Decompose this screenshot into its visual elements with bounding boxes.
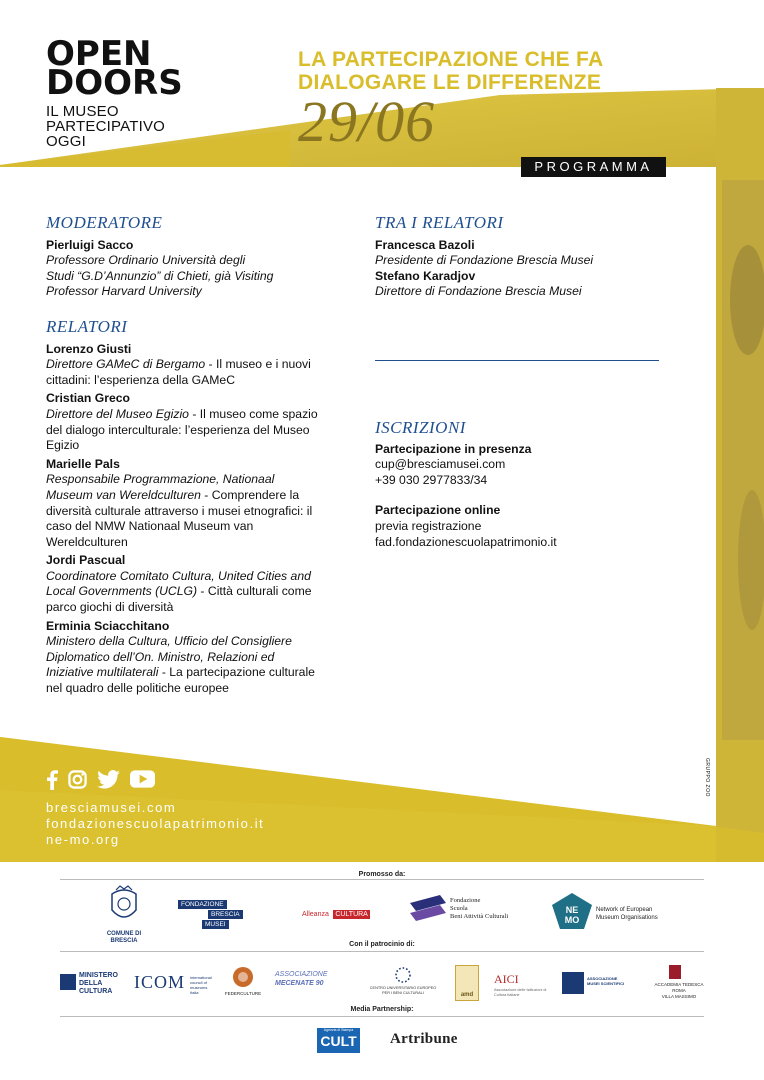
- web-links: [46, 800, 264, 848]
- mecenate-line-1: ASSOCIAZIONE: [275, 971, 328, 978]
- link-bresciamusei[interactable]: bresciamusei.com: [46, 800, 177, 815]
- phone-number[interactable]: +39 030 2977833/34: [375, 472, 488, 487]
- scuola-line-2: Scuola: [450, 905, 468, 912]
- fbm-logo: [178, 900, 260, 930]
- divider: [375, 360, 659, 361]
- relatori-list: [46, 342, 321, 697]
- headline-line-1: LA PARTECIPAZIONE CHE FA: [298, 48, 604, 71]
- email-link[interactable]: cup@bresciamusei.com: [375, 457, 506, 472]
- right-column: [375, 215, 675, 300]
- left-column: [46, 215, 321, 700]
- ams-label: ASSOCIAZIONE MUSEI SCIENTIFICI: [587, 976, 625, 986]
- iscrizioni-title: ISCRIZIONI: [375, 418, 466, 437]
- eu-stars-icon: [394, 966, 412, 984]
- icom-sub: international council of museums Italia: [190, 975, 212, 995]
- mic-line-1: MINISTERO: [79, 972, 118, 979]
- comune-crest-icon: [104, 884, 144, 926]
- comune-brescia-logo: [104, 884, 144, 944]
- sponsor-divider: [60, 951, 704, 952]
- accademia-mark-icon: [669, 965, 681, 979]
- logo-line-doors: DOORS: [46, 63, 183, 103]
- ams-logo: [562, 972, 632, 994]
- sponsor-divider: [60, 879, 704, 880]
- cultura-word: CULTURA: [335, 911, 368, 918]
- relatore-item: Cristian Greco Direttore del Museo Egizio - Il museo come spazio del dialogo interculturale: l’esperienza del Museo Egizio: [46, 391, 321, 453]
- relatore-item: Jordi Pascual Coordinatore Comitato Cultura, United Cities and Local Governments (UCLG) - Città culturali come parco giochi di diversità: [46, 553, 321, 615]
- moderatore-role-3: Professor Harvard University: [46, 284, 202, 299]
- design-credit: GRUPPO ZOO: [704, 758, 710, 797]
- amd-label: amd: [460, 992, 474, 998]
- tra-relatori-role: Presidente di Fondazione Brescia Musei: [375, 253, 594, 268]
- relatore-talk: Il museo e i nuovi cittadini: l’esperienza della GAMeC: [46, 357, 311, 387]
- aici-sub: Associazione delle Istituzioni di Cultura Italiane: [494, 988, 547, 997]
- youtube-icon[interactable]: [130, 770, 155, 788]
- relatore-role: Direttore del Museo Egizio: [46, 406, 189, 421]
- scuola-mark-icon: [410, 895, 446, 925]
- tra-relatori-name: Francesca Bazoli: [375, 237, 475, 252]
- relatore-talk: Città culturali come parco giochi di diversità: [46, 584, 312, 615]
- ams-mark-icon: [562, 972, 584, 994]
- tra-relatori-name: Stefano Karadjov: [375, 268, 476, 283]
- moderatore-role-1: Professore Ordinario Università degli: [46, 253, 246, 268]
- fbm-line-3: MUSEI: [202, 920, 229, 929]
- relatore-role: Direttore GAMeC di Bergamo: [46, 357, 206, 372]
- relatore-item: Marielle Pals Responsabile Programmazione, Nationaal Museum van Wereldculturen - Comprendere la diversità culturale attraverso i musei etnografici: il caso del NMW Nationaal Museum van Wereldculturen: [46, 457, 321, 551]
- logo-line-open: OPEN: [46, 34, 152, 74]
- federculture-mark-icon: [232, 966, 254, 988]
- nemo-line-1: Network of European: [596, 907, 653, 913]
- accademia-line-2: VILLA MASSIMO: [661, 994, 697, 999]
- relatore-talk: Comprendere la diversità culturale attraverso i musei etnografici: il caso del NMW Nationaal Museum van Wereldculturen: [46, 487, 313, 549]
- relatore-name: Marielle Pals: [46, 456, 120, 471]
- headline: [298, 48, 738, 94]
- fbm-line-1: FONDAZIONE: [178, 900, 227, 909]
- cult-logo: [317, 1028, 360, 1053]
- promosso-label: Promosso da:: [358, 871, 406, 878]
- icom-logo: [134, 972, 214, 996]
- cue-label: CENTRO UNIVERSITARIO EUROPEO PER I BENI CULTURALI: [369, 986, 437, 995]
- event-date: 29/06: [298, 89, 436, 154]
- moderatore-title: MODERATORE: [46, 213, 163, 232]
- moderatore-role-2: Studi “G.D’Annunzio” di Chieti, già Visiting: [46, 268, 274, 283]
- relatore-item: Erminia Sciacchitano Ministero della Cultura, Ufficio del Consigliere Diplomatico dell’On. Ministro, Relazioni ed Iniziative multilaterali - La partecipazione culturale nel quadro delle politiche europee: [46, 619, 321, 697]
- scuola-line-1: Fondazione: [450, 897, 481, 904]
- online-note: previa registrazione: [375, 518, 482, 533]
- relatore-name: Cristian Greco: [46, 391, 130, 406]
- relatore-role: Coordinatore Comitato Cultura, United Cities and Local Governments (UCLG): [46, 568, 311, 599]
- tra-relatori-role: Direttore di Fondazione Brescia Musei: [375, 284, 582, 299]
- logo-sub-2: PARTECIPATIVO: [46, 118, 166, 135]
- relatore-role: Ministero della Cultura, Ufficio del Consigliere Diplomatico dell’On. Ministro, Relazioni ed Iniziative multilaterali: [46, 634, 292, 680]
- programma-badge: PROGRAMMA: [521, 157, 666, 177]
- mic-logo: [60, 972, 122, 994]
- alleanza-cultura-logo: [302, 903, 372, 923]
- media-label: Media Partnership:: [350, 1006, 414, 1013]
- facebook-icon[interactable]: [46, 770, 58, 790]
- open-doors-logo: [46, 34, 183, 150]
- iscrizioni-section: [375, 420, 695, 550]
- mic-mark-icon: [60, 974, 76, 990]
- online-site-link[interactable]: fad.fondazionescuolapatrimonio.it: [375, 534, 557, 549]
- social-icons: [46, 770, 155, 790]
- scuola-beni-logo: [410, 895, 520, 927]
- headline-line-2: DIALOGARE LE DIFFERENZE: [298, 71, 602, 94]
- logo-sub-3: OGGI: [46, 133, 86, 150]
- aici-word: AICI: [494, 972, 519, 986]
- mecenate-logo: [275, 970, 347, 996]
- relatore-role: Responsabile Programmazione, Nationaal Museum van Wereldculturen: [46, 472, 275, 502]
- fbm-line-2: BRESCIA: [208, 910, 243, 919]
- mecenate-line-2: MECENATE 90: [275, 980, 324, 987]
- online-title: Partecipazione online: [375, 503, 501, 518]
- relatori-title: RELATORI: [46, 316, 128, 336]
- mic-line-2: DELLA: [79, 980, 103, 987]
- tra-relatori-title: TRA I RELATORI: [375, 213, 504, 232]
- nemo-mark-text: NE MO: [564, 905, 580, 925]
- icom-word: ICOM: [134, 972, 186, 992]
- logo-sub-1: IL MUSEO: [46, 103, 119, 120]
- amd-logo: [455, 965, 479, 1001]
- federculture-logo: [224, 966, 262, 1000]
- presenza-title: Partecipazione in presenza: [375, 441, 532, 456]
- twitter-icon[interactable]: [97, 770, 120, 789]
- accademia-logo: [650, 965, 708, 999]
- relatore-name: Jordi Pascual: [46, 553, 126, 568]
- mic-line-3: CULTURA: [79, 988, 113, 995]
- relatore-talk: Il museo come spazio del dialogo interculturale: l’esperienza del Museo Egizio: [46, 406, 318, 453]
- link-fondazione[interactable]: fondazionescuolapatrimonio.it: [46, 816, 265, 831]
- relatore-item: Lorenzo Giusti Direttore GAMeC di Bergamo - Il museo e i nuovi cittadini: l’esperienza della GAMeC: [46, 342, 321, 389]
- federculture-label: FEDERCULTURE: [224, 991, 262, 996]
- link-nemo[interactable]: ne-mo.org: [46, 832, 120, 847]
- cult-word: CULT: [320, 1033, 357, 1049]
- aici-logo: [494, 970, 554, 996]
- scuola-line-3: Beni Attività Culturali: [450, 913, 509, 920]
- instagram-icon[interactable]: [68, 770, 87, 789]
- relatore-talk: La partecipazione culturale nel quadro delle politiche europee: [46, 665, 315, 696]
- artribune-logo: Artribune: [390, 1031, 458, 1047]
- relatore-name: Lorenzo Giusti: [46, 341, 132, 356]
- accademia-line-1: ACCADEMIA TEDESCA ROMA: [654, 982, 704, 993]
- cue-logo: [366, 966, 440, 998]
- alleanza-word: Alleanza: [302, 911, 329, 918]
- cult-top: Agenzia di Stampa: [323, 1028, 354, 1032]
- nemo-line-2: Museum Organisations: [596, 914, 658, 921]
- sponsor-divider: [60, 1016, 704, 1017]
- comune-label: COMUNE DI BRESCIA: [106, 931, 142, 944]
- moderatore-name: Pierluigi Sacco: [46, 237, 134, 252]
- relatore-name: Erminia Sciacchitano: [46, 618, 170, 633]
- patrocinio-label: Con il patrocinio di:: [349, 941, 415, 948]
- nemo-logo: [552, 893, 672, 931]
